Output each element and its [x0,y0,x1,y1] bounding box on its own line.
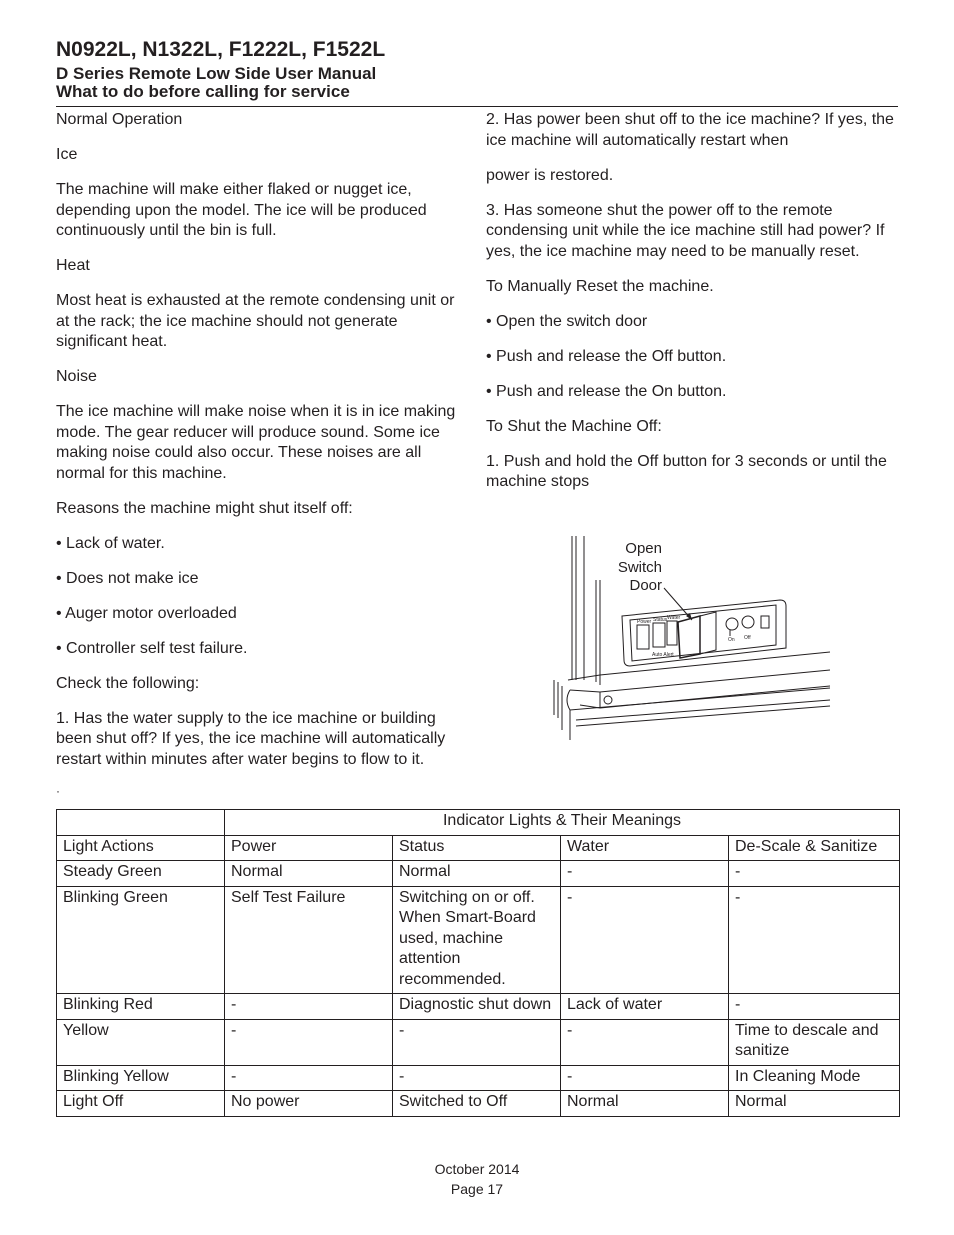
table-cell: - [225,1019,393,1065]
reason-list-item: • Auger motor overloaded [56,604,237,622]
header-rule [56,106,898,107]
heading-noise: Noise [56,368,97,385]
column-header: Water [561,835,729,861]
check-step-2-continued: power is restored. [486,166,614,184]
heading-heat: Heat [56,257,90,274]
callout-switch: Switch [617,559,662,576]
table-cell: Time to descale and sanitize [729,1019,900,1065]
reason-list-item: • Does not make ice [56,569,199,587]
noise-paragraph: The ice machine will make noise when it is in ice making mode. The gear reducer will produce sound. Some ice making noise could also occur. These noises are all normal for this machine. [56,403,456,482]
callout-door: Door [629,577,662,594]
column-header: De-Scale & Sanitize [729,835,900,861]
reset-step-item: • Push and release the On button. [486,382,727,400]
panel-label-off: Off [744,635,751,641]
callout-open: Open [625,540,662,557]
shutoff-heading: To Shut the Machine Off: [486,417,662,435]
manual-reset-heading: To Manually Reset the machine. [486,277,714,295]
table-cell: Normal [729,1091,900,1117]
section-title: What to do before calling for service [56,82,350,101]
reset-step-item: • Push and release the Off button. [486,347,727,365]
table-cell: - [561,1065,729,1091]
indicator-lights-table [56,809,900,1117]
panel-label-water: Water [667,615,681,621]
check-step-2: 2. Has power been shut off to the ice machine? If yes, the ice machine will automatically restart when [486,111,894,149]
table-cell: Switched to Off [393,1091,561,1117]
panel-label-on: On [728,637,735,643]
table-cell: - [393,1019,561,1065]
table-cell: In Cleaning Mode [729,1065,900,1091]
right-column [486,110,900,507]
document-title: N0922L, N1322L, F1222L, F1522L [56,38,386,61]
table-cell: Diagnostic shut down [393,994,561,1020]
table-cell: - [561,886,729,994]
ice-paragraph: The machine will make either flaked or nugget ice, depending upon the model. The ice will be produced continuously until the bin is full. [56,181,427,239]
table-cell: Self Test Failure [225,886,393,994]
left-column [56,110,468,785]
table-cell: - [729,994,900,1020]
check-step-1: 1. Has the water supply to the ice machine or building been shut off? If yes, the ice machine will automatically restart within minutes after water begins to flow to it. [56,709,446,768]
table-cell: Blinking Red [57,994,225,1020]
table-row [57,1091,900,1117]
table-cell: - [225,994,393,1020]
table-cell: - [561,861,729,887]
table-cell: No power [225,1091,393,1117]
footer-date: October 2014 [434,1161,520,1177]
manual-subtitle: D Series Remote Low Side User Manual [56,64,377,83]
table-cell: Yellow [57,1019,225,1065]
table-cell [57,810,225,836]
table-cell: - [393,1065,561,1091]
reason-list-item: • Lack of water. [56,534,165,552]
heading-normal-operation: Normal Operation [56,111,183,128]
column-header: Status [393,835,561,861]
table-cell: - [561,1019,729,1065]
table-row [57,994,900,1020]
table-header-row [57,835,900,861]
table-cell: Normal [393,861,561,887]
table-cell: Switching on or off. When Smart-Board used, machine attention recommended. [393,886,561,994]
check-step-3: 3. Has someone shut the power off to the remote condensing unit while the ice machine still had power? If yes, the ice machine may need to be manually reset. [486,201,885,260]
footer-page-number: Page 17 [450,1181,504,1197]
panel-label-status: Status [653,617,668,623]
panel-label-power: Power [637,619,652,625]
heat-paragraph: Most heat is exhausted at the remote condensing unit or at the rack; the ice machine should not generate significant heat. [56,292,455,350]
table-cell: - [729,886,900,994]
table-row [57,886,900,994]
table-cell: - [225,1065,393,1091]
reason-list-item: • Controller self test failure. [56,639,248,657]
reset-step-item: • Open the switch door [486,312,648,330]
table-cell: Light Off [57,1091,225,1117]
table-title: Indicator Lights & Their Meanings [225,810,900,836]
panel-label-autoalert: Auto Alert [652,652,674,658]
table-cell: Steady Green [57,861,225,887]
stray-mark: · [56,784,60,798]
table-cell: Blinking Green [57,886,225,994]
switch-door-illustration [540,530,840,760]
shutoff-step-1: 1. Push and hold the Off button for 3 seconds or until the machine stops [486,452,887,490]
table-cell: Blinking Yellow [57,1065,225,1091]
table-cell: - [729,861,900,887]
table-cell: Normal [561,1091,729,1117]
table-row [57,1065,900,1091]
check-following-heading: Check the following: [56,674,200,692]
table-cell: Normal [225,861,393,887]
table-row [57,1019,900,1065]
table-cell: Lack of water [561,994,729,1020]
column-header: Light Actions [57,835,225,861]
table-row [57,861,900,887]
column-header: Power [225,835,393,861]
table-title-row [57,810,900,836]
shutoff-reasons-intro: Reasons the machine might shut itself off: [56,499,353,517]
heading-ice: Ice [56,146,78,163]
